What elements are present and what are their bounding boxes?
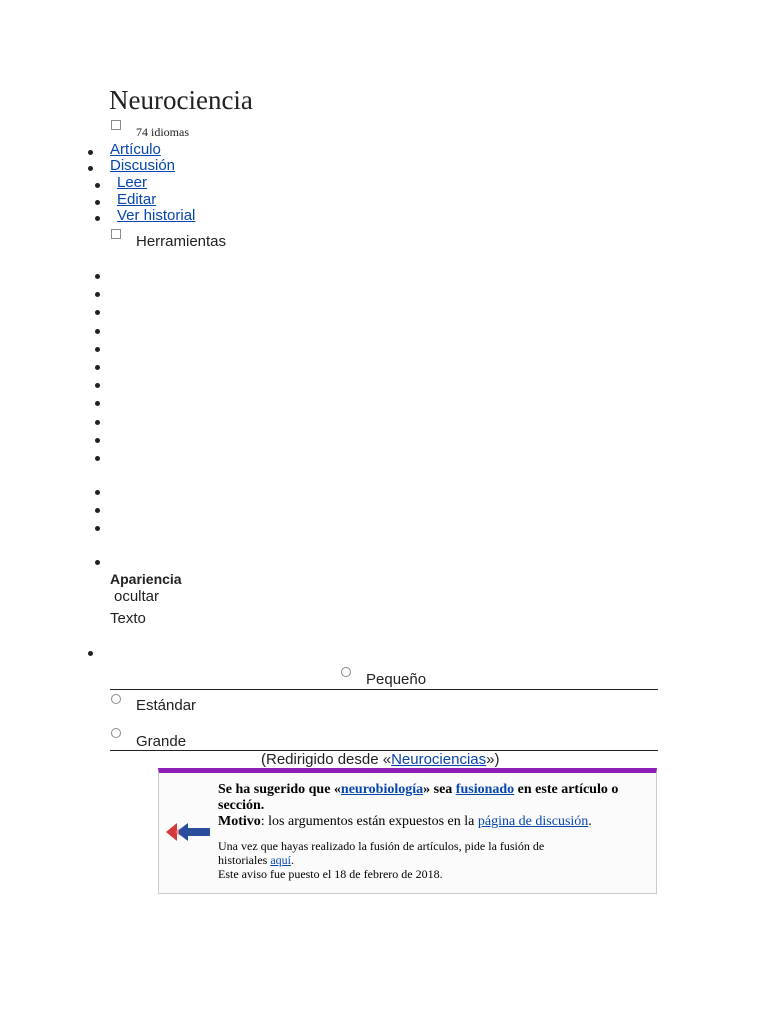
- text-size-small-radio[interactable]: [341, 667, 351, 677]
- redirect-link[interactable]: Neurociencias: [391, 751, 487, 768]
- notice-small1-end: .: [291, 853, 294, 867]
- list-bullet: [95, 310, 100, 315]
- list-bullet: [95, 216, 100, 221]
- merge-notice-details: [218, 839, 578, 881]
- list-bullet: [95, 490, 100, 495]
- list-bullet: [95, 526, 100, 531]
- notice-small1: Una vez que hayas realizado la fusión de artículos, pide la fusión de historiales: [218, 839, 545, 867]
- list-bullet: [95, 183, 100, 188]
- list-bullet: [95, 292, 100, 297]
- list-bullet: [95, 401, 100, 406]
- list-bullet: [95, 329, 100, 334]
- text-size-large-radio[interactable]: [111, 728, 121, 738]
- redirect-prefix: (Redirigido desde «: [261, 751, 392, 768]
- notice-line1-post: en este artículo o sección.: [218, 782, 619, 813]
- merge-notice-text: [218, 782, 648, 881]
- list-bullet: [95, 274, 100, 279]
- notice-date: Este aviso fue puesto el 18 de febrero de 2018.: [218, 867, 443, 881]
- appearance-hide-button[interactable]: ocultar: [114, 588, 160, 605]
- notice-line1-mid: » sea: [423, 782, 456, 797]
- redirect-note: [261, 751, 499, 768]
- appearance-heading: Apariencia: [110, 571, 182, 587]
- list-bullet: [95, 347, 100, 352]
- page-title: Neurociencia: [109, 85, 253, 115]
- list-bullet: [88, 166, 93, 171]
- list-bullet: [95, 420, 100, 425]
- notice-reason-label: Motivo: [218, 814, 261, 829]
- merge-notice-main: [218, 782, 648, 830]
- notice-link-aqui[interactable]: aquí: [270, 853, 291, 867]
- tab-article[interactable]: Artículo: [110, 141, 161, 158]
- notice-reason-end: .: [588, 814, 592, 829]
- language-toggle-checkbox[interactable]: [111, 120, 121, 130]
- merge-notice: [158, 768, 657, 894]
- notice-link-fusionado[interactable]: fusionado: [455, 782, 515, 797]
- list-bullet: [95, 508, 100, 513]
- text-size-large-label: Grande: [136, 733, 187, 750]
- list-bullet: [95, 438, 100, 443]
- list-bullet: [95, 456, 100, 461]
- tab-read[interactable]: Leer: [117, 174, 148, 191]
- list-bullet: [88, 150, 93, 155]
- notice-link-neurobiologia[interactable]: neurobiología: [340, 782, 424, 797]
- text-size-standard-label: Estándar: [136, 697, 197, 714]
- list-bullet: [95, 383, 100, 388]
- text-size-standard-radio[interactable]: [111, 694, 121, 704]
- tools-button[interactable]: Herramientas: [136, 233, 227, 250]
- notice-reason-text: : los argumentos están expuestos en la: [260, 814, 478, 829]
- tab-history[interactable]: Ver historial: [117, 207, 196, 224]
- tools-toggle-checkbox[interactable]: [111, 229, 121, 239]
- merge-arrow-icon: [166, 821, 212, 843]
- redirect-suffix: »): [486, 751, 500, 768]
- tab-edit[interactable]: Editar: [117, 191, 157, 208]
- text-size-label: Texto: [110, 610, 146, 627]
- notice-link-discussion-page[interactable]: página de discusión: [477, 814, 589, 829]
- divider: [110, 689, 658, 690]
- list-bullet: [88, 651, 93, 656]
- language-button[interactable]: 74 idiomas: [136, 125, 189, 139]
- list-bullet: [95, 365, 100, 370]
- list-bullet: [95, 200, 100, 205]
- tab-discussion[interactable]: Discusión: [110, 157, 176, 174]
- text-size-small-label: Pequeño: [366, 671, 427, 688]
- list-bullet: [95, 560, 100, 565]
- notice-line1-pre: Se ha sugerido que «: [218, 782, 341, 797]
